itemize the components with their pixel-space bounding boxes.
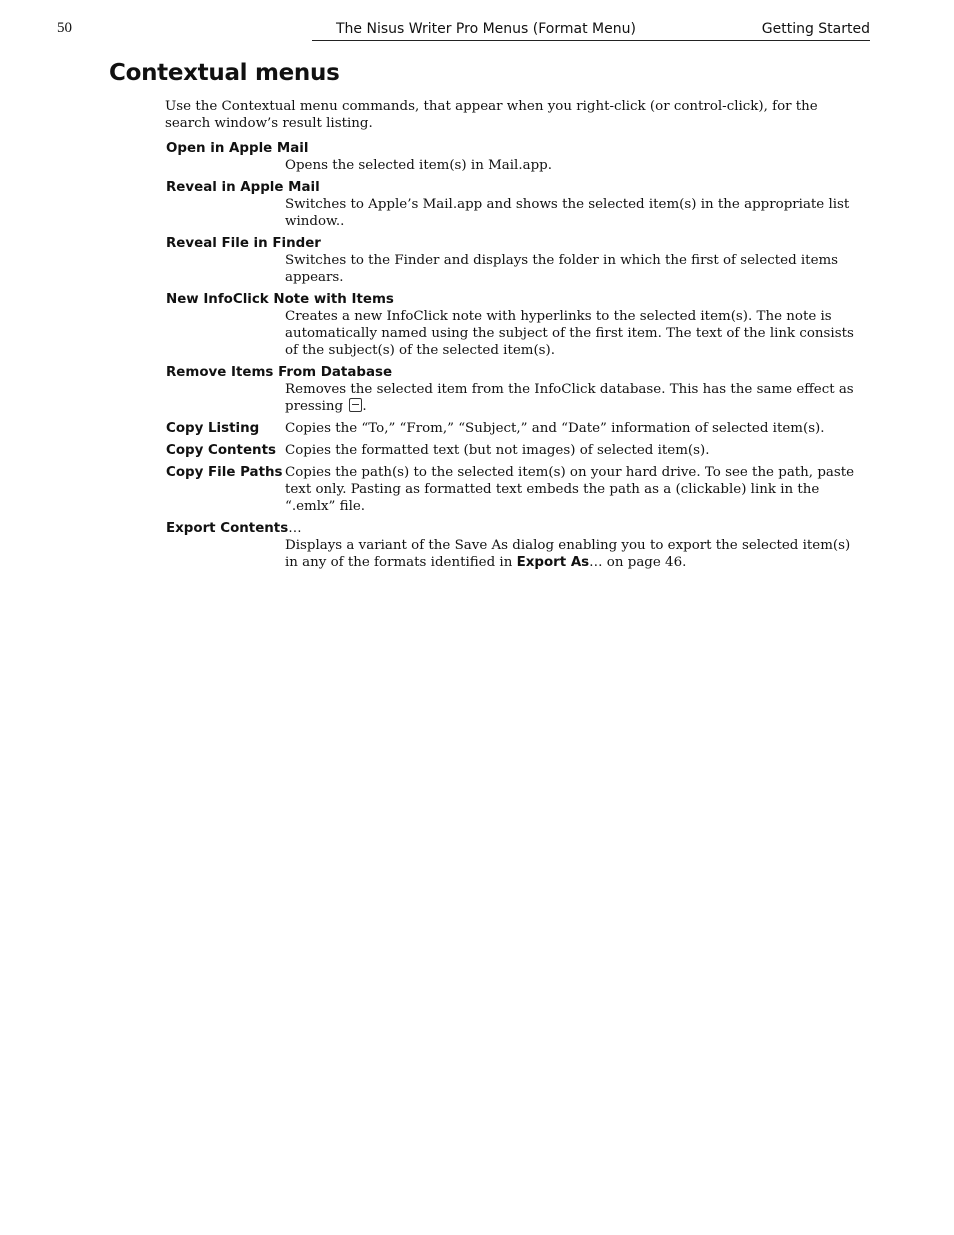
entry-copy-listing — [166, 420, 856, 437]
entry-definition: Switches to the Finder and displays the folder in which the first of selected items appears. — [285, 253, 839, 285]
page-number: 50 — [57, 20, 72, 36]
entry-definition: Copies the formatted text (but not images) of selected item(s). — [285, 443, 710, 458]
entry-definition: Opens the selected item(s) in Mail.app. — [285, 158, 552, 173]
entry-definition: Copies the “To,” “From,” “Subject,” and “Date” information of selected item(s). — [285, 421, 825, 436]
section-title: Contextual menus — [109, 60, 340, 86]
running-title: The Nisus Writer Pro Menus (Format Menu) — [336, 21, 636, 37]
entry-term: Reveal File in Finder — [166, 236, 321, 251]
definition-text-end: … on page 46. — [589, 555, 687, 570]
section-name: Getting Started — [761, 21, 870, 37]
entry-remove-items-from-database — [166, 364, 856, 415]
entry-definition — [285, 537, 856, 571]
definition-text: Displays a variant of the Save As dialog enabling you to export the selected item(s) in any of the formats identified in — [285, 538, 851, 570]
delete-key-icon — [349, 398, 362, 412]
entry-term: Remove Items From Database — [166, 365, 393, 380]
entry-term: Reveal in Apple Mail — [166, 180, 320, 195]
entry-term-ellipsis: … — [288, 521, 302, 536]
export-as-reference: Export As — [516, 555, 590, 570]
entry-term: New InfoClick Note with Items — [166, 292, 394, 307]
entry-term: Copy Contents — [166, 443, 276, 458]
running-header — [312, 20, 870, 41]
entry-export-contents — [166, 520, 856, 571]
entry-term-text: Export Contents — [166, 521, 289, 536]
entry-definition — [285, 381, 856, 415]
entry-open-in-apple-mail — [166, 140, 856, 174]
entry-term: Copy File Paths — [166, 465, 283, 480]
entry-term: Open in Apple Mail — [166, 141, 309, 156]
entry-copy-contents — [166, 442, 856, 459]
entry-definition: Creates a new InfoClick note with hyperlinks to the selected item(s). The note is automatically named using the subject of the first item. The text of the link consists of the subject(s) of the selected item(s). — [285, 309, 854, 358]
entry-reveal-in-apple-mail — [166, 179, 856, 230]
entry-definition: Copies the path(s) to the selected item(s) on your hard drive. To see the path, paste text only. Pasting as formatted text embeds the path as a (clickable) link in the “.emlx” file. — [285, 465, 855, 514]
entry-reveal-file-in-finder — [166, 235, 856, 286]
definition-text: Removes the selected item from the InfoClick database. This has the same effect as pressing — [285, 382, 854, 414]
entry-term: Copy Listing — [166, 421, 260, 436]
entry-new-infoclick-note — [166, 291, 856, 359]
entry-term — [166, 520, 856, 537]
definition-text-end: . — [362, 399, 367, 414]
intro-paragraph: Use the Contextual menu commands, that appear when you right-click (or control-click), for the search window’s result listing. — [165, 99, 818, 131]
entry-copy-file-paths — [166, 464, 856, 515]
entry-definition: Switches to Apple’s Mail.app and shows the selected item(s) in the appropriate list window.. — [285, 197, 850, 229]
definition-list — [166, 140, 856, 576]
